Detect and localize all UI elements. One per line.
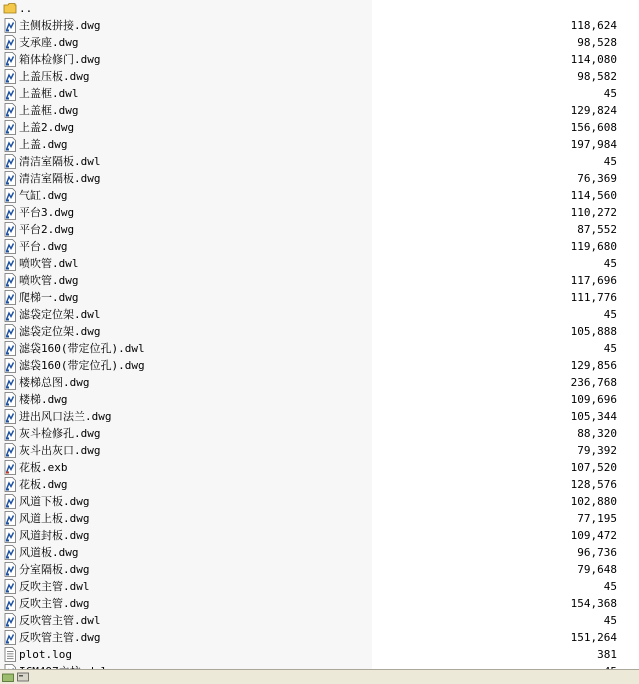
file-row[interactable] — [0, 510, 620, 527]
dwg-file-icon — [3, 324, 17, 339]
file-row[interactable] — [0, 17, 620, 34]
file-row[interactable] — [0, 85, 620, 102]
file-row[interactable] — [0, 136, 620, 153]
file-row[interactable] — [0, 119, 620, 136]
dwl-file-icon — [3, 341, 17, 356]
file-size: 118,624 — [570, 19, 617, 32]
file-row[interactable] — [0, 102, 620, 119]
file-name: 清洁室隔板.dwg — [19, 172, 101, 185]
file-size: 151,264 — [570, 631, 617, 644]
file-name: 主侧板拼接.dwg — [19, 19, 101, 32]
dwg-file-icon — [3, 103, 17, 118]
file-row[interactable] — [0, 391, 620, 408]
dwg-file-icon — [3, 239, 17, 254]
dwg-file-icon — [3, 358, 17, 373]
file-row[interactable] — [0, 204, 620, 221]
file-name: 上盖压板.dwg — [19, 70, 90, 83]
file-size: 45 — [603, 342, 617, 355]
file-size: 107,520 — [570, 461, 617, 474]
file-size: 102,880 — [570, 495, 617, 508]
file-row[interactable] — [0, 170, 620, 187]
dwg-file-icon — [3, 596, 17, 611]
file-name: 进出风口法兰.dwg — [19, 410, 112, 423]
dwl-file-icon — [3, 307, 17, 322]
file-name: 平台2.dwg — [19, 223, 75, 236]
dwg-file-icon — [3, 290, 17, 305]
file-size: 128,576 — [570, 478, 617, 491]
file-size: 98,582 — [577, 70, 617, 83]
dwg-file-icon — [3, 375, 17, 390]
dwg-file-icon — [3, 511, 17, 526]
file-row[interactable] — [0, 306, 620, 323]
file-row[interactable] — [0, 646, 620, 663]
dwl-file-icon — [3, 256, 17, 271]
file-row[interactable] — [0, 459, 620, 476]
file-row[interactable] — [0, 561, 620, 578]
dwg-file-icon — [3, 443, 17, 458]
dwg-file-icon — [3, 545, 17, 560]
dwl-file-icon — [3, 579, 17, 594]
file-row[interactable] — [0, 629, 620, 646]
file-size: 77,195 — [577, 512, 617, 525]
file-size: 88,320 — [577, 427, 617, 440]
scroll-edge — [620, 0, 639, 669]
file-row[interactable] — [0, 442, 620, 459]
dwg-file-icon — [3, 273, 17, 288]
dwl-file-icon — [3, 613, 17, 628]
file-size: 87,552 — [577, 223, 617, 236]
dwg-file-icon — [3, 188, 17, 203]
file-row[interactable] — [0, 527, 620, 544]
file-size: 119,680 — [570, 240, 617, 253]
file-name: 平台.dwg — [19, 240, 68, 253]
text-file-icon — [3, 647, 17, 662]
file-name: 滤袋160(带定位孔).dwg — [19, 359, 145, 372]
file-size: 45 — [603, 155, 617, 168]
file-size: 197,984 — [570, 138, 617, 151]
dwg-file-icon — [3, 409, 17, 424]
file-size: 45 — [603, 580, 617, 593]
dwg-file-icon — [3, 630, 17, 645]
file-row[interactable] — [0, 357, 620, 374]
file-size: 381 — [597, 648, 617, 661]
file-name: 上盖框.dwl — [19, 87, 79, 100]
dwg-file-icon — [3, 120, 17, 135]
file-size: 129,824 — [570, 104, 617, 117]
file-name: plot.log — [19, 648, 72, 661]
file-name: 气缸.dwg — [19, 189, 68, 202]
file-size: 105,888 — [570, 325, 617, 338]
file-row[interactable] — [0, 51, 620, 68]
file-row[interactable] — [0, 68, 620, 85]
file-name: 上盖.dwg — [19, 138, 68, 151]
folder-icon — [3, 1, 17, 16]
file-name: 支承座.dwg — [19, 36, 79, 49]
file-name: 反吹主管.dwl — [19, 580, 90, 593]
dwg-file-icon — [3, 52, 17, 67]
file-size: 236,768 — [570, 376, 617, 389]
dwg-file-icon — [3, 205, 17, 220]
dwg-file-icon — [3, 69, 17, 84]
file-name: 清洁室隔板.dwl — [19, 155, 101, 168]
dwl-file-icon — [3, 86, 17, 101]
file-name: 反吹主管.dwg — [19, 597, 90, 610]
file-row[interactable] — [0, 578, 620, 595]
file-name: 反吹管主管.dwl — [19, 614, 101, 627]
parent-folder-label: .. — [19, 2, 33, 15]
dwg-file-icon — [3, 562, 17, 577]
file-size: 45 — [603, 614, 617, 627]
file-size: 154,368 — [570, 597, 617, 610]
file-row[interactable] — [0, 289, 620, 306]
file-row[interactable] — [0, 340, 620, 357]
file-name: 花板.dwg — [19, 478, 68, 491]
file-name: 风道下板.dwg — [19, 495, 90, 508]
file-name: 灰斗检修孔.dwg — [19, 427, 101, 440]
file-size: 45 — [603, 308, 617, 321]
file-size: 79,648 — [577, 563, 617, 576]
file-size: 109,472 — [570, 529, 617, 542]
dwg-file-icon — [3, 171, 17, 186]
dwg-file-icon — [3, 35, 17, 50]
file-name: 滤袋定位架.dwl — [19, 308, 101, 321]
file-size: 76,369 — [577, 172, 617, 185]
file-name: 分室隔板.dwg — [19, 563, 90, 576]
file-name: 喷吹管.dwg — [19, 274, 79, 287]
file-row[interactable] — [0, 238, 620, 255]
file-row[interactable] — [0, 408, 620, 425]
file-name: 风道封板.dwg — [19, 529, 90, 542]
file-row[interactable] — [0, 493, 620, 510]
file-name: 灰斗出灰口.dwg — [19, 444, 101, 457]
file-name: 喷吹管.dwl — [19, 257, 79, 270]
file-size: 79,392 — [577, 444, 617, 457]
dwg-file-icon — [3, 392, 17, 407]
file-name: 上盖2.dwg — [19, 121, 75, 134]
file-name: 平台3.dwg — [19, 206, 75, 219]
file-size: 98,528 — [577, 36, 617, 49]
file-name: 箱体检修门.dwg — [19, 53, 101, 66]
dwl-file-icon — [3, 154, 17, 169]
file-row[interactable] — [0, 187, 620, 204]
file-name: 反吹管主管.dwg — [19, 631, 101, 644]
file-size: 114,560 — [570, 189, 617, 202]
file-size: 110,272 — [570, 206, 617, 219]
file-name: 风道上板.dwg — [19, 512, 90, 525]
file-row[interactable] — [0, 255, 620, 272]
file-size: 117,696 — [570, 274, 617, 287]
status-folder-icon — [2, 672, 14, 682]
file-name: 楼梯.dwg — [19, 393, 68, 406]
status-drive-icon — [17, 672, 29, 682]
file-row[interactable] — [0, 544, 620, 561]
dwg-file-icon — [3, 426, 17, 441]
file-row[interactable] — [0, 374, 620, 391]
dwg-file-icon — [3, 137, 17, 152]
file-size: 45 — [603, 87, 617, 100]
file-size: 109,696 — [570, 393, 617, 406]
file-row[interactable] — [0, 272, 620, 289]
file-name: 楼梯总图.dwg — [19, 376, 90, 389]
dwg-file-icon — [3, 477, 17, 492]
file-row[interactable] — [0, 323, 620, 340]
file-size: 45 — [603, 257, 617, 270]
file-size: 111,776 — [570, 291, 617, 304]
file-name: 风道板.dwg — [19, 546, 79, 559]
file-name: 滤袋定位架.dwg — [19, 325, 101, 338]
dwg-file-icon — [3, 18, 17, 33]
file-row[interactable] — [0, 595, 620, 612]
file-name: 爬梯一.dwg — [19, 291, 79, 304]
file-name: 花板.exb — [19, 461, 68, 474]
parent-folder-row[interactable] — [0, 0, 620, 17]
dwg-file-icon — [3, 528, 17, 543]
file-row[interactable] — [0, 153, 620, 170]
file-size: 114,080 — [570, 53, 617, 66]
dwg-file-icon — [3, 494, 17, 509]
status-bar — [0, 669, 639, 684]
file-row[interactable] — [0, 425, 620, 442]
file-row[interactable] — [0, 612, 620, 629]
file-size: 129,856 — [570, 359, 617, 372]
file-row[interactable] — [0, 34, 620, 51]
file-row[interactable] — [0, 221, 620, 238]
file-size: 96,736 — [577, 546, 617, 559]
exb-file-icon — [3, 460, 17, 475]
file-size: 105,344 — [570, 410, 617, 423]
file-size: 156,608 — [570, 121, 617, 134]
dwg-file-icon — [3, 222, 17, 237]
file-name: 滤袋160(带定位孔).dwl — [19, 342, 145, 355]
file-name: 上盖框.dwg — [19, 104, 79, 117]
file-row[interactable] — [0, 476, 620, 493]
